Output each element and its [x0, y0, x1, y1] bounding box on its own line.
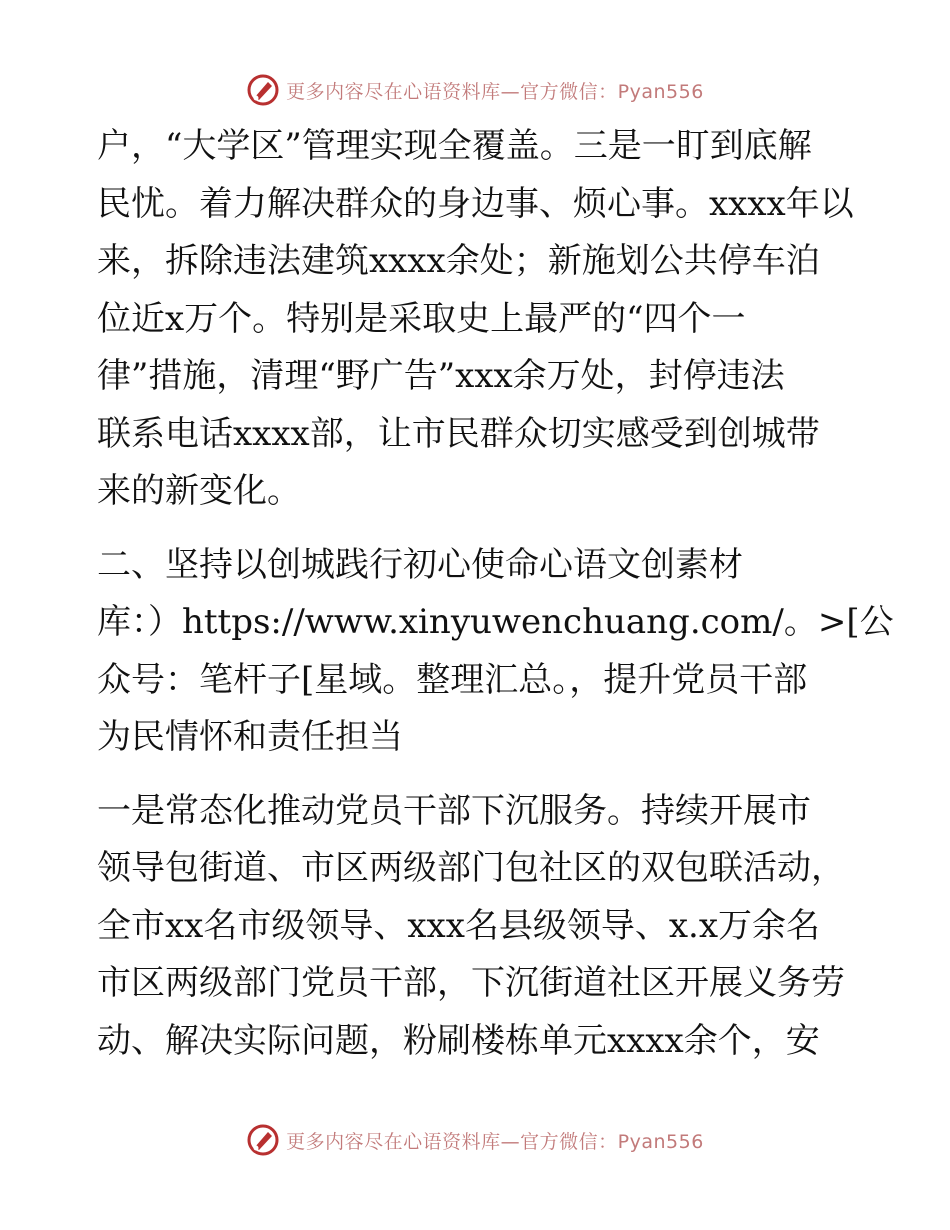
text-line: 一是常态化推动党员干部下沉服务。持续开展市 [97, 790, 811, 831]
banner-text: 更多内容尽在心语资料库—官方微信：Pyan556 [286, 80, 704, 103]
text-line: 律”措施，清理“野广告”xxx余万处，封停违法 [97, 356, 785, 396]
text-line: 领导包街道、市区两级部门包社区的双包联活动， [97, 848, 845, 888]
text-line: 户，“大学区”管理实现全覆盖。三是一盯到底解 [97, 126, 812, 166]
text-line: 全市xx名市级领导、xxx名县级领导、x.x万余名 [97, 905, 821, 946]
text-line: 市区两级部门党员干部，下沉街道社区开展义务劳 [97, 963, 845, 1003]
text-line: 联系电话xxxx部，让市民群众切实感受到创城带 [97, 413, 820, 454]
text-line: 民忧。着力解决群众的身边事、烦心事。xxxx年以 [97, 183, 854, 224]
text-line: 库：）https://www.xinyuwenchuang.com/。>[公 [97, 602, 894, 642]
paragraph-1 [97, 118, 857, 521]
text-line: 众号：笔杆子[星域。整理汇总。，提升党员干部 [97, 659, 808, 700]
header-banner [0, 70, 950, 110]
logo-icon [246, 1123, 280, 1157]
text-line: 动、解决实际问题，粉刷楼栋单元xxxx余个，安 [97, 1020, 820, 1061]
document-body [97, 118, 894, 1070]
banner-text: 更多内容尽在心语资料库—官方微信：Pyan556 [286, 1130, 704, 1153]
text-line: 为民情怀和责任担当 [97, 717, 403, 757]
logo-icon [246, 73, 280, 107]
text-line: 位近x万个。特别是采取史上最严的“四个一 [97, 298, 746, 339]
text-line: 二、坚持以创城践行初心使命心语文创素材 [97, 544, 743, 585]
section-heading-paragraph [97, 537, 894, 767]
paragraph-3 [97, 783, 857, 1071]
text-line: 来的新变化。 [97, 471, 301, 511]
footer-banner [0, 1120, 950, 1160]
text-line: 来，拆除违法建筑xxxx余处；新施划公共停车泊 [97, 241, 820, 281]
